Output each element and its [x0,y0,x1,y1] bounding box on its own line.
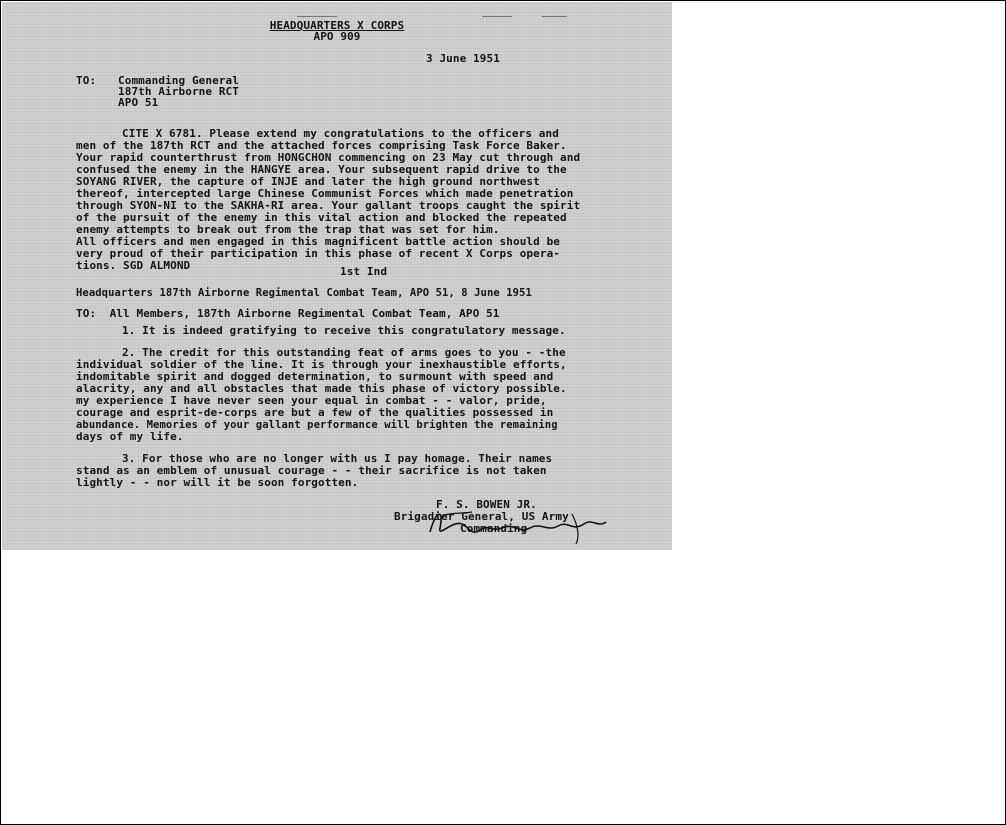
message-line: Your rapid counterthrust from HONGCHON commencing on 23 May cut through and [76,151,581,164]
paragraph-3-line: stand as an emblem of unusual courage - - their sacrifice is not taken [76,464,547,477]
letterhead-title: HEADQUARTERS X CORPS [269,19,405,32]
scan-noise [542,16,567,17]
letterhead-apo: APO 909 [313,30,361,43]
memo-date: 3 June 1951 [426,52,500,65]
message-line: men of the 187th RCT and the attached forces comprising Task Force Baker. [76,139,567,152]
handwritten-signature [422,502,612,546]
message-line: very proud of their participation in this phase of recent X Corps opera- [76,247,561,260]
paragraph-2-line: my experience I have never seen your equal in combat - - valor, pride, [76,394,547,407]
signature-title: Commanding [460,522,528,535]
message-line: enemy attempts to break out from the trap that was set for him. [76,223,500,236]
message-line: CITE X 6781. Please extend my congratulations to the officers and [122,127,559,140]
paragraph-2-line: alacrity, any and all obstacles that made this phase of victory possible. [76,382,567,395]
scan-noise [482,16,512,17]
scan-noise [297,16,337,17]
signature-name: F. S. BOWEN JR. [436,498,537,511]
message-line: confused the enemy in the HANGYE area. Your subsequent rapid drive to the [76,163,567,176]
paragraph-2-line: individual soldier of the line. It is through your inexhaustible efforts, [76,358,567,371]
message-line: thereof, intercepted large Chinese Communist Forces which made penetration [76,187,574,200]
indorsement-to: TO: All Members, 187th Airborne Regimental Combat Team, APO 51 [76,307,500,320]
addressee-line: 187th Airborne RCT [118,85,240,98]
paragraph-2-line: abundance. Memories of your gallant performance will brighten the remaining [76,419,558,431]
paragraph-2-line: days of my life. [76,430,184,443]
indorsement-header: Headquarters 187th Airborne Regimental Combat Team, APO 51, 8 June 1951 [76,287,532,299]
paragraph-2-line: courage and esprit-de-corps are but a few of the qualities possessed in [76,406,554,419]
signature-rank: Brigadier General, US Army [394,510,569,523]
message-line: of the pursuit of the enemy in this vital action and blocked the repeated [76,211,567,224]
scanned-document [2,2,672,550]
message-line: through SYON-NI to the SAKHA-RI area. Your gallant troops caught the spirit [76,199,581,212]
paragraph-1: 1. It is indeed gratifying to receive this congratulatory message. [122,324,566,337]
message-line: tions. SGD ALMOND [76,259,191,272]
message-line: All officers and men engaged in this magnificent battle action should be [76,235,561,248]
message-line: SOYANG RIVER, the capture of INJE and later the high ground northwest [76,175,540,188]
to-label: TO: [76,74,97,87]
indorsement-title: 1st Ind [340,265,388,278]
paragraph-2-line: 2. The credit for this outstanding feat of arms goes to you - -the [122,346,566,359]
paragraph-3-line: 3. For those who are no longer with us I pay homage. Their names [122,452,553,465]
paragraph-2-line: indomitable spirit and dogged determination, to surmount with speed and [76,370,554,383]
paragraph-3-line: lightly - - nor will it be soon forgotten. [76,476,359,489]
addressee-line: APO 51 [118,96,159,109]
addressee-line: Commanding General [118,74,240,87]
